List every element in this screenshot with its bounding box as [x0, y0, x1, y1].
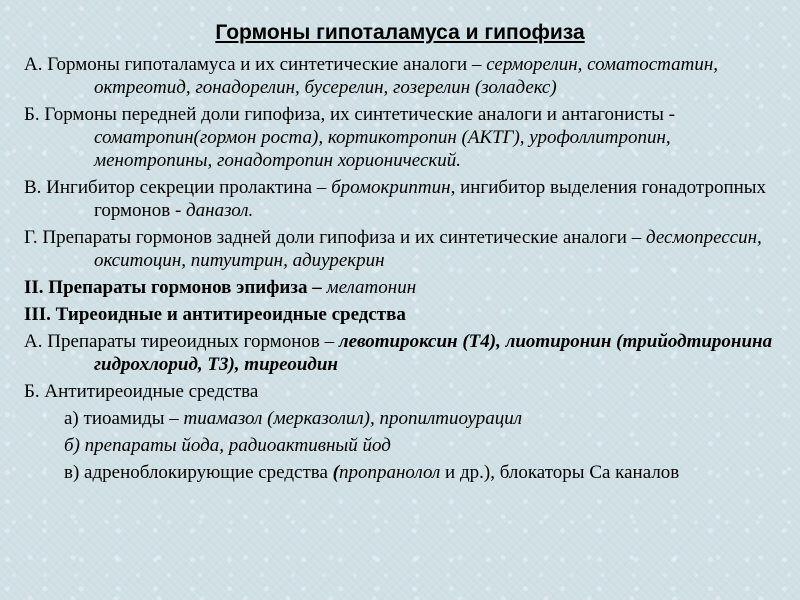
- subitem-b-iodine: [24, 434, 780, 457]
- item-marker: б: [64, 435, 74, 456]
- drug-propranolol: пропранолол: [339, 462, 441, 483]
- section-heading: III. Тиреоидные и антитиреоидные средства: [24, 304, 406, 325]
- item-prefix: а) тиоамиды –: [64, 408, 184, 429]
- paren-open: (: [332, 462, 339, 483]
- item-a-hypothalamus: [24, 53, 780, 99]
- item-prefix: в) адреноблокирующие средства: [64, 462, 333, 483]
- item-b-anterior-pituitary: [24, 103, 780, 172]
- drug-bromocriptine: бромокриптин: [331, 177, 451, 198]
- item-middle: , ингибитор выделения гонадотропных гормонов -: [94, 177, 767, 221]
- drug-list: соматропин(гормон роста), кортикотропин (АКТГ), урофоллитропин, менотропины, гонадотропин хорионический.: [94, 127, 671, 171]
- drug-list: серморелин, соматостатин, октреотид, гонадорелин, бусерелин, гозерелин (золадекс): [94, 54, 719, 98]
- drug-list: десмопрессин, окситоцин, питуитрин, адиурекрин: [94, 227, 762, 271]
- section-2-heading: [24, 276, 780, 299]
- subitem-a-thioamides: [24, 407, 780, 430]
- section-heading: II. Препараты гормонов эпифиза –: [24, 277, 327, 298]
- item-prefix: Г. Препараты гормонов задней доли гипофиза и их синтетические аналоги –: [24, 227, 646, 248]
- page-title: Гормоны гипоталамуса и гипофиза: [215, 21, 585, 44]
- item-v-prolactin: [24, 176, 780, 222]
- item-suffix: и др.), блокаторы Са каналов: [440, 462, 680, 483]
- drug-list: левотироксин (Т4), лиотиронин (трийодтиронина гидрохлорид, Т3), тиреоидин: [94, 331, 773, 375]
- item-a-thyroid-hormones: [24, 330, 780, 376]
- item-b-antithyroid: [24, 380, 780, 403]
- drug-danazol: даназол.: [186, 200, 254, 221]
- drug-melatonin: мелатонин: [326, 277, 417, 298]
- slide-content: [24, 53, 780, 488]
- item-prefix: А. Препараты тиреоидных гормонов –: [24, 331, 339, 352]
- item-g-posterior-pituitary: [24, 226, 780, 272]
- item-prefix: А. Гормоны гипоталамуса и их синтетические аналоги –: [24, 54, 487, 75]
- item-prefix: В. Ингибитор секреции пролактина –: [24, 177, 332, 198]
- subitem-v-adrenoblockers: [24, 461, 780, 484]
- item-text: ) препараты йода, радиоактивный йод: [73, 435, 391, 456]
- item-text: Б. Антитиреоидные средства: [24, 381, 259, 402]
- drug-list: тиамазол (мерказолил), пропилтиоурацил: [183, 408, 523, 429]
- section-3-heading: [24, 303, 780, 326]
- item-prefix: Б. Гормоны передней доли гипофиза, их синтетические аналоги и антагонисты -: [24, 104, 675, 125]
